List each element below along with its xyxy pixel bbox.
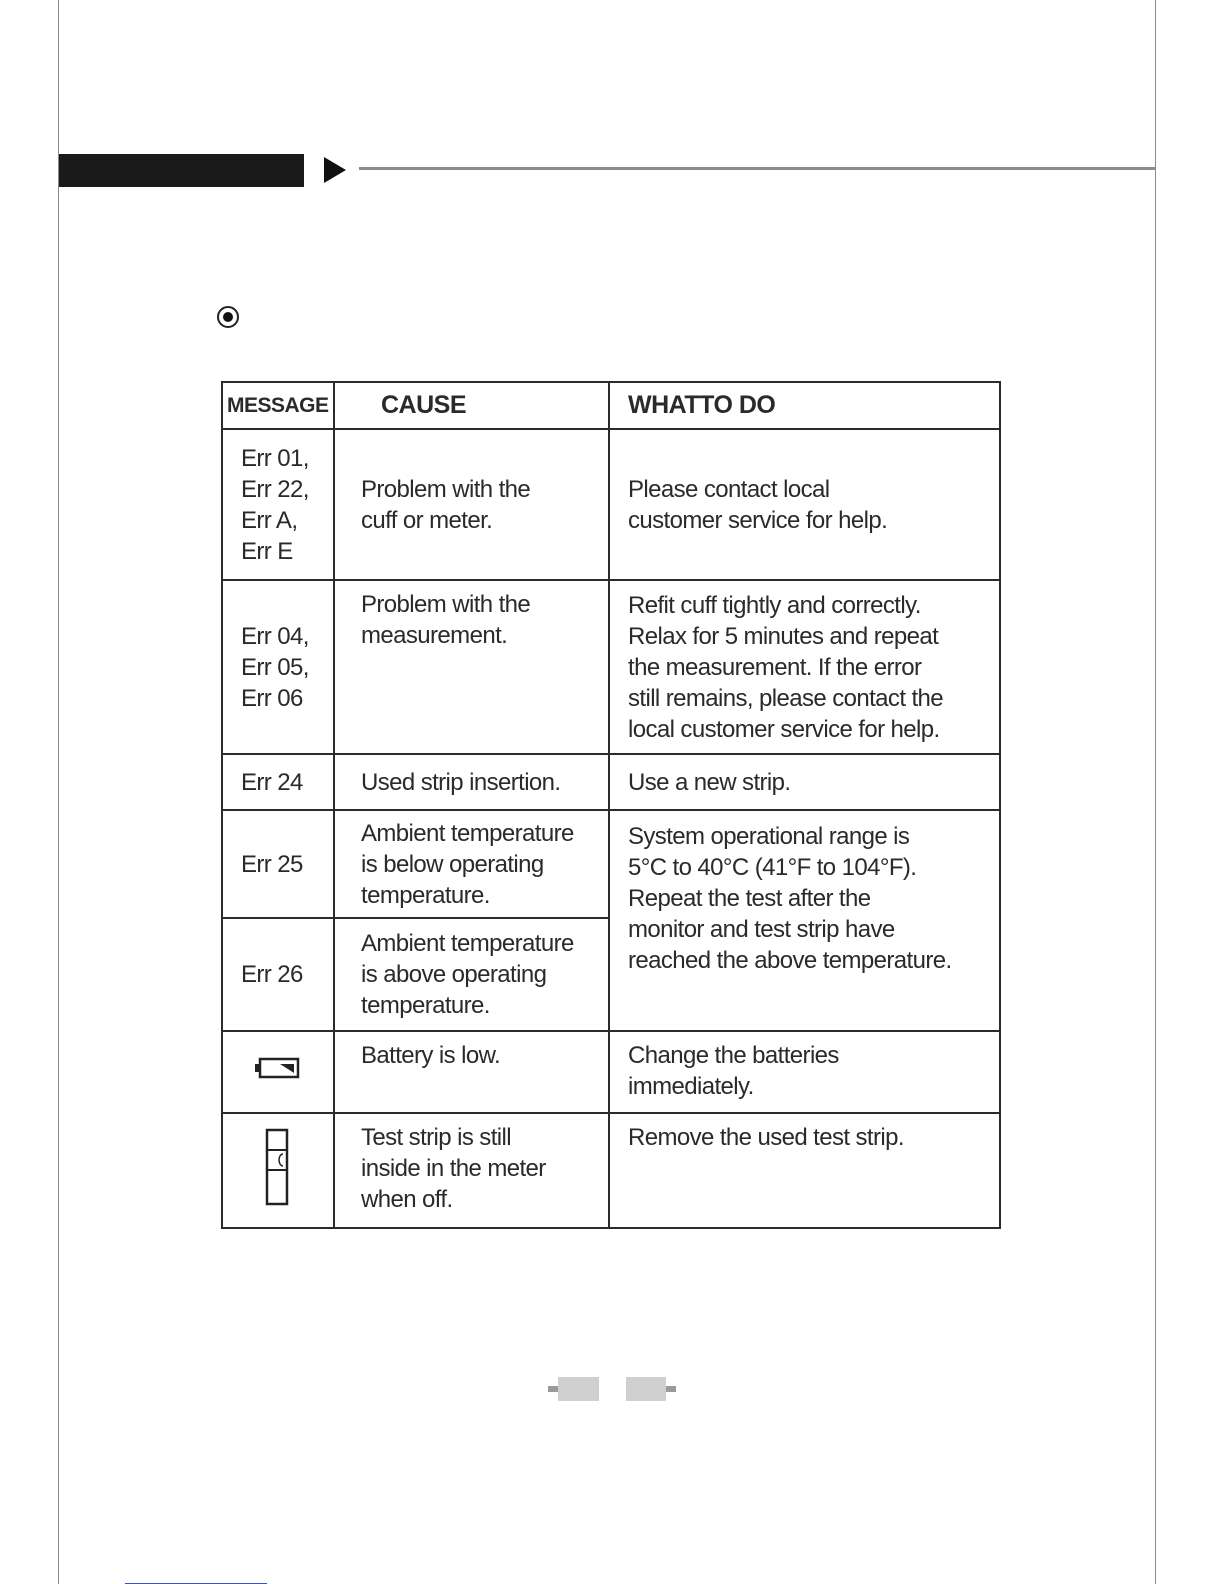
message-cell — [222, 810, 334, 918]
todo-line: monitor and test strip have — [628, 916, 895, 943]
message-line: Err 06 — [241, 684, 303, 712]
todo-line: customer service for help. — [628, 506, 888, 534]
table-row — [222, 754, 1000, 810]
cause-line: temperature. — [361, 881, 490, 909]
what-to-do-cell — [609, 810, 1000, 1031]
todo-line: the measurement. If the error — [628, 653, 922, 681]
todo-line: Refit cuff tightly and correctly. — [628, 591, 921, 619]
message-line: Err 04, — [241, 622, 309, 650]
page-border-right — [1155, 0, 1156, 1584]
cause-cell — [334, 1031, 609, 1113]
message-line: Err 24 — [241, 768, 303, 796]
cause-line: Ambient temperature — [361, 819, 574, 847]
cause-cell — [334, 754, 609, 810]
cause-cell — [334, 810, 609, 918]
header-what-to-do: WHATTO DO — [609, 382, 1000, 429]
cause-line: temperature. — [361, 992, 490, 1019]
header-message: MESSAGE — [222, 382, 334, 429]
header-arrow-icon — [324, 157, 346, 183]
todo-line: reached the above temperature. — [628, 947, 952, 974]
todo-line: Change the batteries — [628, 1042, 839, 1069]
what-to-do-cell — [609, 1031, 1000, 1113]
cause-line: is below operating — [361, 850, 544, 878]
cause-cell — [334, 580, 609, 754]
page-number-box-right — [626, 1377, 666, 1401]
message-cell — [222, 429, 334, 580]
message-line: Err 01, — [241, 444, 309, 472]
message-cell — [222, 918, 334, 1031]
header-rule — [359, 167, 1155, 170]
page-number-box-left — [558, 1377, 599, 1401]
table-row — [222, 580, 1000, 754]
table-header-row — [222, 382, 1000, 429]
table-row — [222, 429, 1000, 580]
table-row — [222, 810, 1000, 918]
todo-line: Repeat the test after the — [628, 885, 871, 912]
cause-line: Problem with the — [361, 475, 531, 503]
page-border-left — [58, 0, 59, 1584]
message-line: Err E — [241, 537, 293, 565]
table-row — [222, 1031, 1000, 1113]
todo-line: Remove the used test strip. — [628, 1124, 904, 1151]
page-number-tick-left — [548, 1386, 558, 1392]
error-message-table — [221, 381, 1001, 1229]
cause-line: inside in the meter — [361, 1155, 546, 1182]
radio-bullet-icon — [217, 306, 239, 328]
message-cell — [222, 580, 334, 754]
message-line: Err 25 — [241, 850, 303, 878]
message-line: Err 05, — [241, 653, 309, 681]
test-strip-icon — [265, 1128, 291, 1206]
todo-line: Please contact local — [628, 475, 830, 503]
message-line: Err 26 — [241, 961, 303, 988]
what-to-do-cell — [609, 1113, 1000, 1228]
todo-line: local customer service for help. — [628, 715, 940, 743]
cause-line: when off. — [361, 1186, 453, 1213]
cause-line: Problem with the — [361, 591, 531, 618]
what-to-do-cell — [609, 754, 1000, 810]
message-line: Err A, — [241, 506, 298, 534]
message-cell — [222, 1031, 334, 1113]
message-cell — [222, 1113, 334, 1228]
cause-line: measurement. — [361, 622, 508, 649]
todo-line: still remains, please contact the — [628, 684, 944, 712]
cause-cell — [334, 1113, 609, 1228]
message-line: Err 22, — [241, 475, 309, 503]
low-battery-icon — [254, 1055, 302, 1081]
todo-line: 5°C to 40°C (41°F to 104°F). — [628, 854, 917, 881]
page-number-tick-right — [666, 1386, 676, 1392]
cause-line: is above operating — [361, 961, 547, 988]
todo-line: immediately. — [628, 1073, 754, 1100]
message-cell — [222, 754, 334, 810]
cause-line: cuff or meter. — [361, 506, 493, 534]
cause-line: Ambient temperature — [361, 930, 574, 957]
what-to-do-cell — [609, 429, 1000, 580]
what-to-do-cell — [609, 580, 1000, 754]
table-row — [222, 1113, 1000, 1228]
section-header-bar — [59, 154, 304, 187]
cause-line: Used strip insertion. — [361, 768, 561, 796]
todo-line: Use a new strip. — [628, 768, 791, 796]
todo-line: System operational range is — [628, 823, 910, 850]
cause-cell — [334, 918, 609, 1031]
cause-line: Battery is low. — [361, 1042, 501, 1069]
todo-line: Relax for 5 minutes and repeat — [628, 622, 939, 650]
cause-cell — [334, 429, 609, 580]
cause-line: Test strip is still — [361, 1124, 511, 1151]
header-cause: CAUSE — [334, 382, 609, 429]
